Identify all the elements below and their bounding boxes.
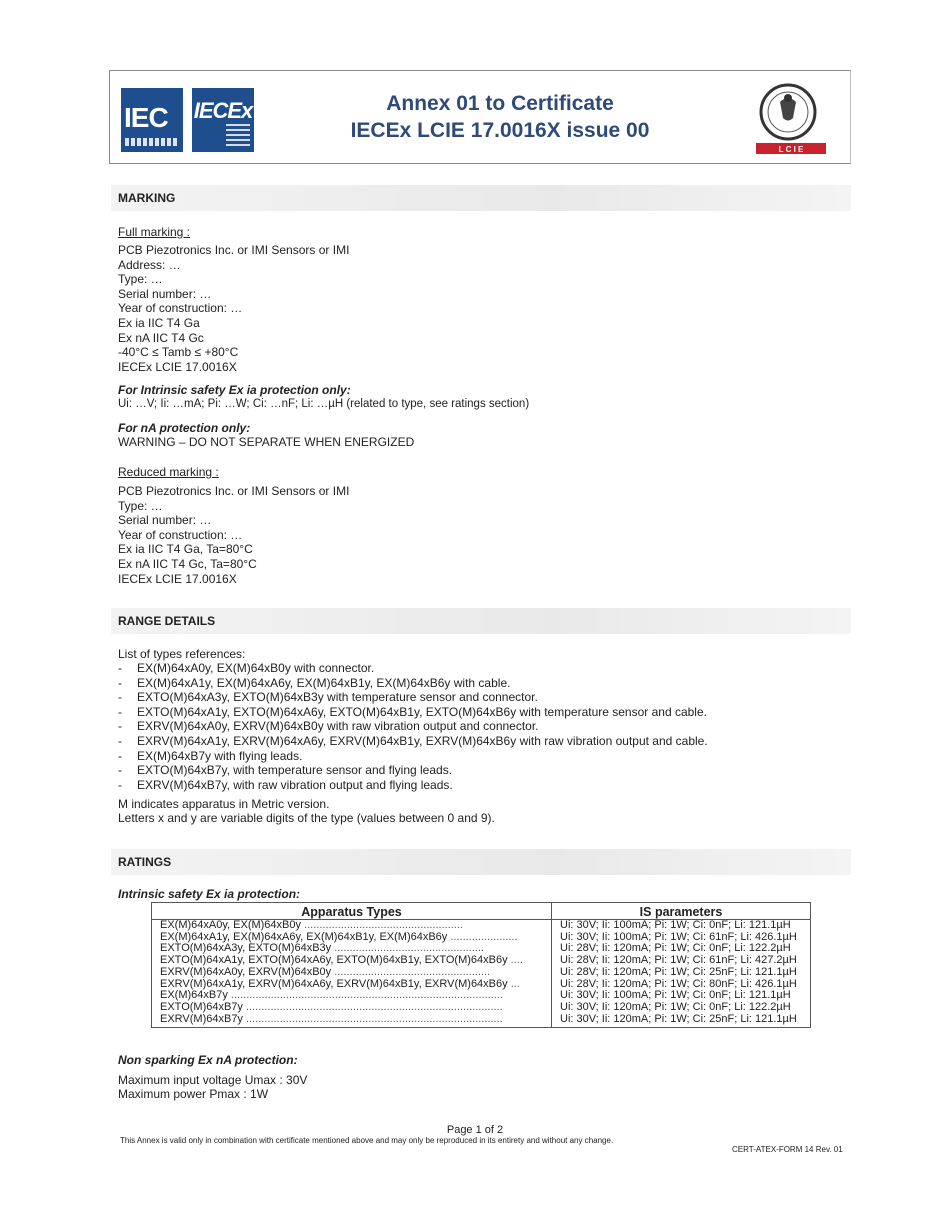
marking-line: PCB Piezotronics Inc. or IMI Sensors or IMI: [118, 484, 350, 498]
is-parameters: Ui: 30V; Ii: 120mA; Pi: 1W; Ci: 25nF; Li: 121.1µH: [552, 1014, 811, 1028]
marking-line: Year of construction: …: [118, 527, 243, 542]
certificate-title: Annex 01 to Certificate: [386, 92, 614, 115]
col-is-parameters: IS parameters: [552, 903, 811, 920]
section-ratings: [111, 849, 851, 875]
marking-line: Serial number: …: [118, 513, 212, 528]
list-item: - EXRV(M)64xB7y, with raw vibration output and flying leads.: [118, 778, 708, 793]
apparatus-type: EXTO(M)64xA1y, EXTO(M)64xA6y, EXTO(M)64xB1y, EXTO(M)64xB6y: [160, 955, 508, 967]
iecex-logo-bars: [226, 124, 250, 146]
list-item: - EXRV(M)64xA1y, EXRV(M)64xA6y, EXRV(M)64xB1y, EXRV(M)64xB6y with raw vibration output and cable.: [118, 734, 708, 749]
types-intro: List of types references:: [118, 647, 246, 661]
full-marking-list: [118, 243, 349, 374]
table-row: EXRV(M)64xA0y, EXRV(M)64xB0y ................................................... Ui: 28V; Ii: 120mA; Pi: 1W; Ci: 25nF; Li: 121.1µH: [152, 967, 811, 979]
max-input-voltage: Maximum input voltage Umax : 30V: [118, 1073, 308, 1087]
is-parameters: Ui: 28V; Ii: 120mA; Pi: 1W; Ci: 61nF; Li: 427.2µH: [552, 955, 811, 967]
na-warning-line: WARNING – DO NOT SEPARATE WHEN ENERGIZED: [118, 435, 415, 449]
is-parameters: Ui: 28V; Ii: 120mA; Pi: 1W; Ci: 25nF; Li: 121.1µH: [552, 967, 811, 979]
marking-line: IECEx LCIE 17.0016X: [118, 571, 237, 586]
is-parameters: Ui: 28V; Ii: 120mA; Pi: 1W; Ci: 80nF; Li: 426.1µH: [552, 979, 811, 991]
apparatus-type: EXRV(M)64xB7y: [160, 1013, 243, 1025]
iec-logo: [121, 88, 183, 152]
table-row: EXRV(M)64xA1y, EXRV(M)64xA6y, EXRV(M)64xB1y, EXRV(M)64xB6y ... Ui: 28V; Ii: 120mA; Pi: 1W; Ci: 80nF; Li: 426.1µH: [152, 979, 811, 991]
section-range-details: [111, 608, 851, 634]
section-marking: [111, 185, 851, 211]
metric-note: M indicates apparatus in Metric version.: [118, 797, 330, 811]
marking-line: -40°C ≤ Tamb ≤ +80°C: [118, 345, 239, 360]
marking-line: Ex nA IIC T4 Gc, Ta=80°C: [118, 556, 257, 571]
apparatus-type: EXRV(M)64xA1y, EXRV(M)64xA6y, EXRV(M)64xB1y, EXRV(M)64xB6y: [160, 978, 508, 990]
variable-digits-note: Letters x and y are variable digits of the type (values between 0 and 9).: [118, 811, 495, 825]
apparatus-type: EX(M)64xA0y, EX(M)64xB0y: [160, 919, 302, 931]
marking-line: Ex ia IIC T4 Ga: [118, 315, 200, 330]
iecex-logo-text: IECEx: [193, 98, 253, 123]
bureau-veritas-seal-icon: [752, 80, 826, 156]
table-row: EXTO(M)64xB7y .................................................................................... Ui: 30V; Ii: 120mA; Pi: 1W; Ci: 0nF; Li: 122.2µH: [152, 1002, 811, 1014]
list-item: - EXTO(M)64xA1y, EXTO(M)64xA6y, EXTO(M)64xB1y, EXTO(M)64xB6y with temperature sensor and cable.: [118, 705, 708, 720]
table-row: EX(M)64xB7y ......................................................................................... Ui: 30V; Ii: 100mA; Pi: 1W; Ci: 0nF; Li: 121.1µH: [152, 990, 811, 1002]
list-item: - EXTO(M)64xB7y, with temperature sensor and flying leads.: [118, 763, 708, 778]
col-apparatus-types: Apparatus Types: [152, 903, 552, 920]
marking-line: Type: …: [118, 498, 163, 513]
is-parameters: Ui: 28V; Ii: 120mA; Pi: 1W; Ci: 0nF; Li: 122.2µH: [552, 943, 811, 955]
reduced-marking-list: [118, 484, 349, 586]
section-heading: RATINGS: [118, 855, 172, 869]
section-heading: RANGE DETAILS: [118, 614, 216, 628]
marking-line: Year of construction: …: [118, 301, 243, 316]
marking-line: Type: …: [118, 272, 163, 287]
table-row: EXTO(M)64xA1y, EXTO(M)64xA6y, EXTO(M)64xB1y, EXTO(M)64xB6y .... Ui: 28V; Ii: 120mA; Pi: 1W; Ci: 61nF; Li: 427.2µH: [152, 955, 811, 967]
apparatus-type: EX(M)64xA1y, EX(M)64xA6y, EX(M)64xB1y, EX(M)64xB6y: [160, 931, 448, 943]
validity-note: This Annex is valid only in combination with certificate mentioned above and may only be reproduced in its entirety and without any change.: [120, 1136, 614, 1145]
ratings-ia-heading: Intrinsic safety Ex ia protection:: [118, 887, 301, 901]
list-item: - EX(M)64xB7y with flying leads.: [118, 749, 708, 764]
full-marking-heading: Full marking :: [118, 225, 191, 239]
types-list: [118, 661, 708, 792]
iec-logo-bars: [125, 138, 179, 146]
table-row: EX(M)64xA1y, EX(M)64xA6y, EX(M)64xB1y, EX(M)64xB6y ...................... Ui: 30V; Ii: 100mA; Pi: 1W; Ci: 61nF; Li: 426.1µH: [152, 932, 811, 944]
table-header-row: [152, 903, 811, 920]
table-row: EXRV(M)64xB7y .................................................................................... Ui: 30V; Ii: 120mA; Pi: 1W; Ci: 25nF; Li: 121.1µH: [152, 1014, 811, 1028]
apparatus-type: EXRV(M)64xA0y, EXRV(M)64xB0y: [160, 966, 332, 978]
is-parameters: Ui: 30V; Ii: 100mA; Pi: 1W; Ci: 0nF; Li: 121.1µH: [552, 990, 811, 1002]
table-row: EX(M)64xA0y, EX(M)64xB0y .................................................... Ui: 30V; Ii: 100mA; Pi: 1W; Ci: 0nF; Li: 121.1µH: [152, 920, 811, 932]
iec-logo-text: IEC: [124, 102, 168, 133]
reduced-marking-heading: Reduced marking :: [118, 465, 219, 479]
apparatus-type: EXTO(M)64xA3y, EXTO(M)64xB3y: [160, 943, 332, 955]
table-row: EXTO(M)64xA3y, EXTO(M)64xB3y ................................................. Ui: 28V; Ii: 120mA; Pi: 1W; Ci: 0nF; Li: 122.2µH: [152, 943, 811, 955]
ratings-table: [151, 902, 811, 1028]
marking-line: Ex ia IIC T4 Ga, Ta=80°C: [118, 542, 253, 557]
ia-protection-heading: For Intrinsic safety Ex ia protection only:: [118, 383, 351, 397]
marking-line: Ex nA IIC T4 Gc: [118, 330, 204, 345]
na-protection-heading: For nA protection only:: [118, 421, 251, 435]
ia-protection-line: Ui: …V; Ii: …mA; Pi: …W; Ci: …nF; Li: …µH (related to type, see ratings section): [118, 398, 530, 410]
marking-line: IECEx LCIE 17.0016X: [118, 359, 237, 374]
form-reference: CERT-ATEX-FORM 14 Rev. 01: [732, 1145, 843, 1154]
list-item: - EX(M)64xA0y, EX(M)64xB0y with connector.: [118, 661, 708, 676]
is-parameters: Ui: 30V; Ii: 120mA; Pi: 1W; Ci: 0nF; Li: 122.2µH: [552, 1002, 811, 1014]
is-parameters: Ui: 30V; Ii: 100mA; Pi: 1W; Ci: 0nF; Li: 121.1µH: [552, 920, 811, 932]
marking-line: PCB Piezotronics Inc. or IMI Sensors or IMI: [118, 243, 350, 257]
svg-text:L C I E: L C I E: [778, 145, 804, 154]
apparatus-type: EX(M)64xB7y: [160, 990, 228, 1002]
iecex-logo: [192, 88, 254, 152]
marking-line: Address: …: [118, 257, 181, 272]
max-power: Maximum power Pmax : 1W: [118, 1087, 269, 1101]
ratings-na-heading: Non sparking Ex nA protection:: [118, 1053, 298, 1067]
section-heading: MARKING: [118, 191, 176, 205]
certificate-number: IECEx LCIE 17.0016X issue 00: [350, 119, 650, 142]
is-parameters: Ui: 30V; Ii: 100mA; Pi: 1W; Ci: 61nF; Li: 426.1µH: [552, 932, 811, 944]
list-item: - EXRV(M)64xA0y, EXRV(M)64xB0y with raw vibration output and connector.: [118, 719, 708, 734]
list-item: - EX(M)64xA1y, EX(M)64xA6y, EX(M)64xB1y, EX(M)64xB6y with cable.: [118, 676, 708, 691]
apparatus-type: EXTO(M)64xB7y: [160, 1001, 243, 1013]
list-item: - EXTO(M)64xA3y, EXTO(M)64xB3y with temperature sensor and connector.: [118, 690, 708, 705]
marking-line: Serial number: …: [118, 286, 212, 301]
page-number: Page 1 of 2: [446, 1124, 504, 1136]
